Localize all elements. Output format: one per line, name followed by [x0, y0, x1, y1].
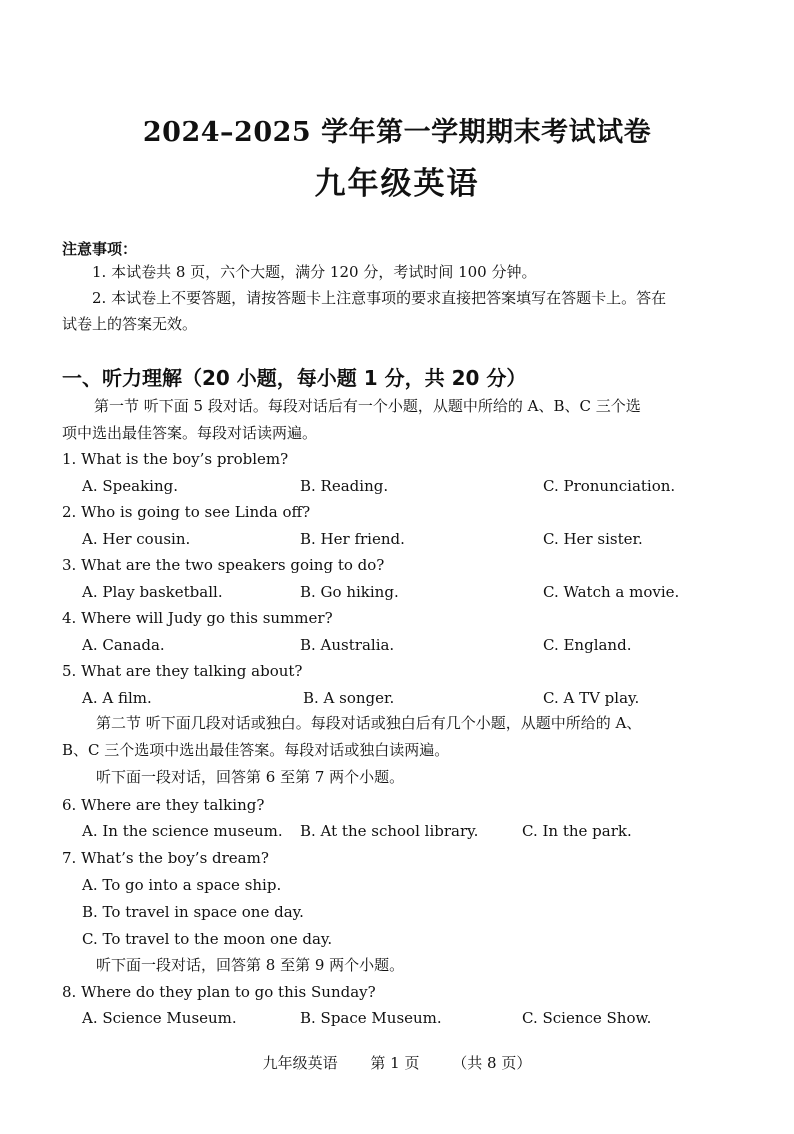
exam-title: 2024–2025 学年第一学期期末考试试卷 [142, 117, 652, 148]
footer-subject: 九年级英语 [262, 1054, 338, 1072]
question-4: 4. Where will Judy go this summer? [62, 609, 333, 627]
option-7a: A. To go into a space ship. [82, 876, 282, 894]
option-6a: A. In the science museum. [82, 822, 283, 840]
option-4b: B. Australia. [300, 636, 395, 654]
option-8c: C. Science Show. [522, 1009, 652, 1027]
question-6: 6. Where are they talking? [62, 796, 265, 814]
option-3b: B. Go hiking. [300, 583, 399, 601]
instruction-q6-q7: 听下面一段对话，回答第 6 至第 7 两个小题。 [96, 768, 405, 786]
option-3a: A. Play basketball. [82, 583, 223, 601]
question-8: 8. Where do they plan to go this Sunday? [62, 983, 376, 1001]
exam-subject-title: 九年级英语 [314, 166, 480, 202]
option-6c: C. In the park. [522, 822, 632, 840]
page-footer [0, 1052, 794, 1073]
note-item-2-line-2: 试卷上的答案无效。 [62, 315, 198, 333]
footer-total-pages: （共 8 页） [452, 1054, 532, 1072]
option-5a: A. A film. [82, 689, 152, 707]
part2-instruction-line-2: B、C 三个选项中选出最佳答案。每段对话或独白读两遍。 [62, 741, 450, 759]
option-2b: B. Her friend. [300, 530, 405, 548]
option-1c: C. Pronunciation. [543, 477, 676, 495]
option-6b: B. At the school library. [300, 822, 479, 840]
notes-title: 注意事项： [62, 240, 138, 258]
part1-instruction-line-2: 项中选出最佳答案。每段对话读两遍。 [62, 424, 318, 442]
option-8a: A. Science Museum. [82, 1009, 237, 1027]
option-4a: A. Canada. [82, 636, 165, 654]
option-2c: C. Her sister. [543, 530, 643, 548]
instruction-q8-q9: 听下面一段对话，回答第 8 至第 9 两个小题。 [96, 956, 405, 974]
option-5b: B. A songer. [303, 689, 395, 707]
option-7c: C. To travel to the moon one day. [82, 930, 333, 948]
option-3c: C. Watch a movie. [543, 583, 680, 601]
part2-instruction-line-1: 第二节 听下面几段对话或独白。每段对话或独白后有几个小题，从题中所给的 A、 [96, 714, 642, 732]
question-5: 5. What are they talking about? [62, 662, 303, 680]
note-item-1: 1. 本试卷共 8 页，六个大题，满分 120 分，考试时间 100 分钟。 [92, 263, 537, 281]
question-2: 2. Who is going to see Linda off? [62, 503, 311, 521]
question-7: 7. What’s the boy’s dream? [62, 849, 269, 867]
option-7b: B. To travel in space one day. [82, 903, 304, 921]
question-3: 3. What are the two speakers going to do? [62, 556, 385, 574]
footer-page-number: 第 1 页 [370, 1054, 420, 1072]
section-heading-listening: 一、听力理解（20 小题，每小题 1 分，共 20 分） [62, 366, 527, 390]
option-1b: B. Reading. [300, 477, 389, 495]
note-item-2-line-1: 2. 本试卷上不要答题，请按答题卡上注意事项的要求直接把答案填写在答题卡上。答在 [92, 289, 667, 307]
option-4c: C. England. [543, 636, 632, 654]
option-1a: A. Speaking. [82, 477, 178, 495]
question-1: 1. What is the boy’s problem? [62, 450, 289, 468]
option-8b: B. Space Museum. [300, 1009, 442, 1027]
option-2a: A. Her cousin. [82, 530, 191, 548]
option-5c: C. A TV play. [543, 689, 640, 707]
part1-instruction-line-1: 第一节 听下面 5 段对话。每段对话后有一个小题，从题中所给的 A、B、C 三个选 [94, 397, 641, 415]
